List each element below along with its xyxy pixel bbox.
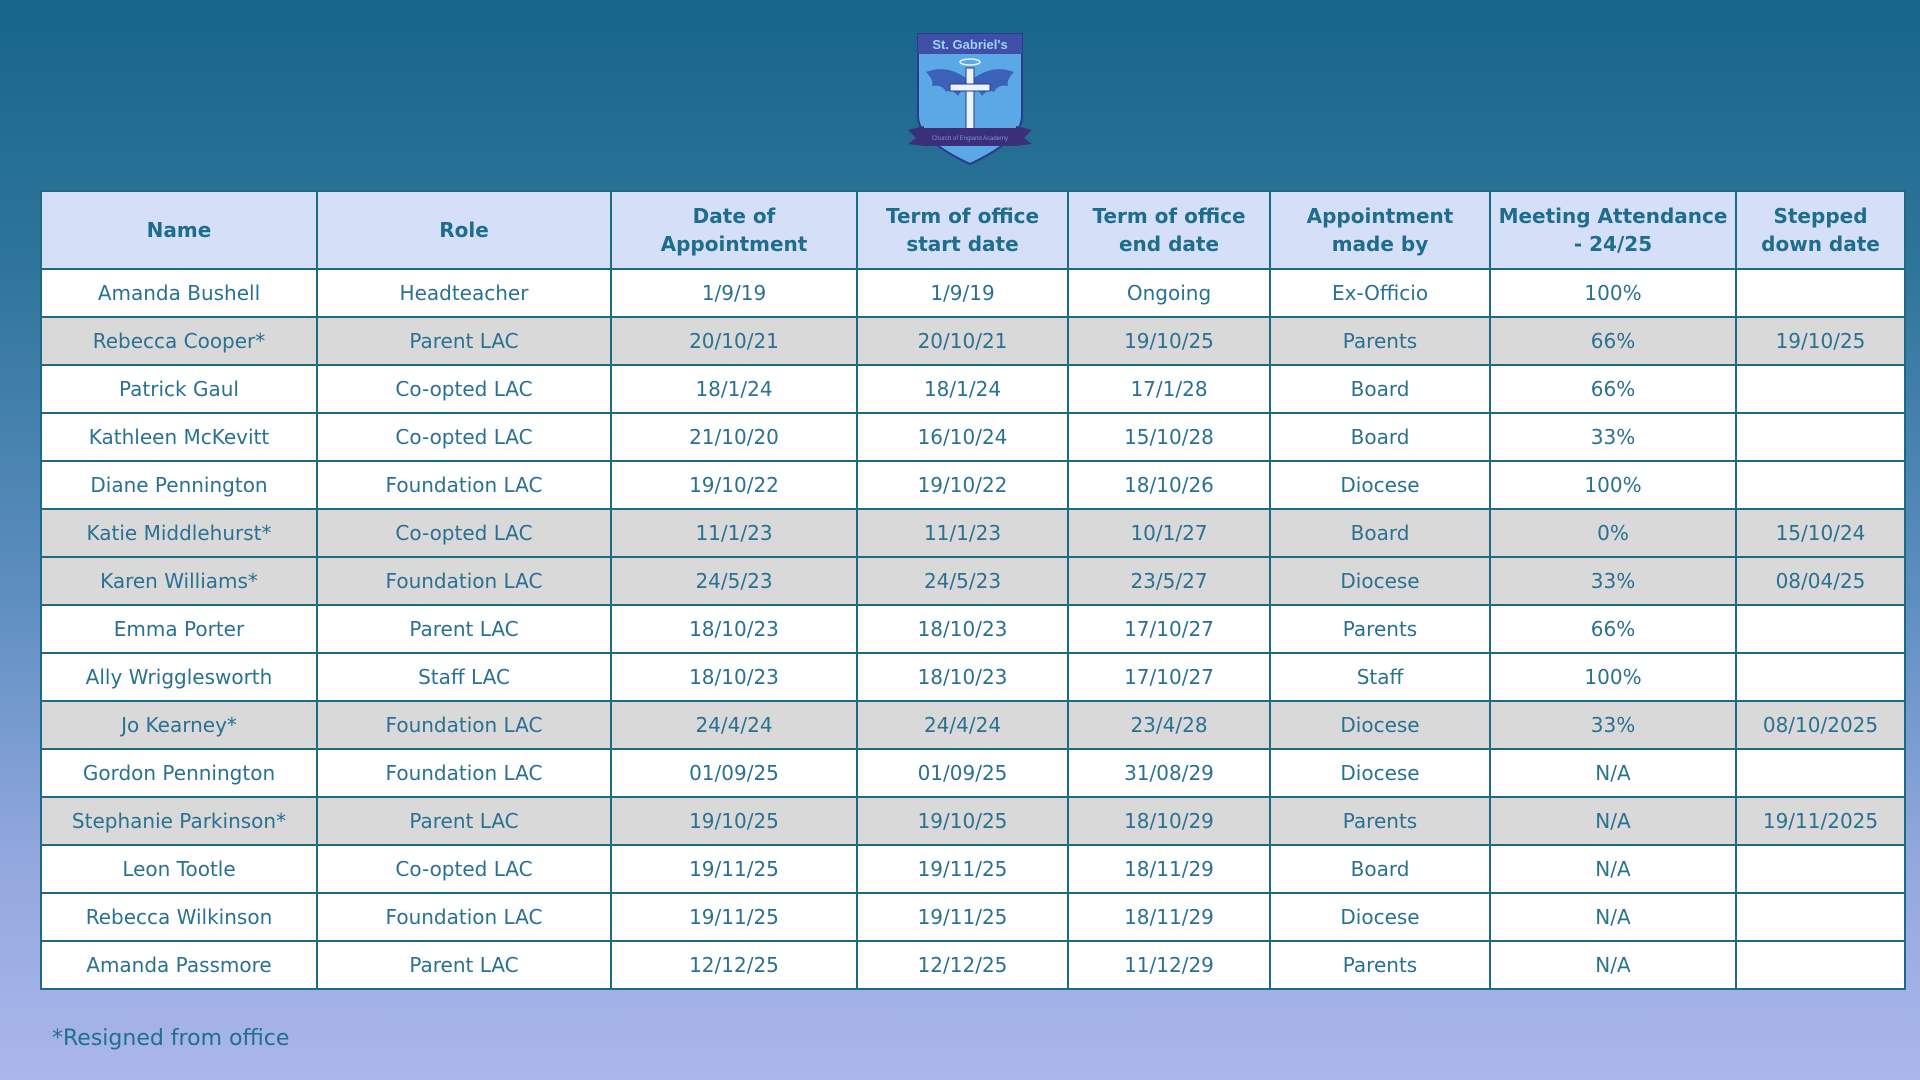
cell-name: Karen Williams* xyxy=(41,557,317,605)
table-row xyxy=(41,605,1905,653)
cell-date-of-appointment: 19/11/25 xyxy=(611,893,857,941)
cell-role: Foundation LAC xyxy=(317,893,611,941)
cell-term-end: 23/5/27 xyxy=(1068,557,1270,605)
cell-role: Parent LAC xyxy=(317,797,611,845)
cell-name: Jo Kearney* xyxy=(41,701,317,749)
table-row xyxy=(41,653,1905,701)
cell-date-of-appointment: 18/1/24 xyxy=(611,365,857,413)
cell-meeting-attendance: 66% xyxy=(1490,317,1736,365)
cross-horizontal xyxy=(950,84,990,91)
cell-role: Co-opted LAC xyxy=(317,509,611,557)
cross-vertical xyxy=(966,68,974,134)
cell-appointment-made-by: Ex-Officio xyxy=(1270,269,1490,317)
header-term-start: Term of office start date xyxy=(857,191,1068,269)
cell-role: Foundation LAC xyxy=(317,701,611,749)
cell-meeting-attendance: 66% xyxy=(1490,365,1736,413)
cell-stepped-down-date: 08/10/2025 xyxy=(1736,701,1905,749)
cell-appointment-made-by: Diocese xyxy=(1270,701,1490,749)
cell-term-start: 19/10/22 xyxy=(857,461,1068,509)
cell-role: Co-opted LAC xyxy=(317,365,611,413)
cell-meeting-attendance: 66% xyxy=(1490,605,1736,653)
table-row xyxy=(41,941,1905,989)
cell-name: Ally Wrigglesworth xyxy=(41,653,317,701)
cell-term-start: 1/9/19 xyxy=(857,269,1068,317)
cell-term-start: 19/11/25 xyxy=(857,893,1068,941)
cell-name: Diane Pennington xyxy=(41,461,317,509)
table-row xyxy=(41,893,1905,941)
cell-term-end: 10/1/27 xyxy=(1068,509,1270,557)
cell-term-start: 16/10/24 xyxy=(857,413,1068,461)
cell-term-end: 19/10/25 xyxy=(1068,317,1270,365)
cell-date-of-appointment: 21/10/20 xyxy=(611,413,857,461)
crest-banner xyxy=(908,126,924,146)
cell-date-of-appointment: 11/1/23 xyxy=(611,509,857,557)
cell-meeting-attendance: N/A xyxy=(1490,749,1736,797)
table-row xyxy=(41,749,1905,797)
table-row xyxy=(41,317,1905,365)
cell-name: Rebecca Cooper* xyxy=(41,317,317,365)
table-header-row xyxy=(41,191,1905,269)
cell-term-end: 18/11/29 xyxy=(1068,893,1270,941)
cell-stepped-down-date xyxy=(1736,461,1905,509)
cell-role: Co-opted LAC xyxy=(317,413,611,461)
cell-date-of-appointment: 18/10/23 xyxy=(611,653,857,701)
cell-term-start: 01/09/25 xyxy=(857,749,1068,797)
resigned-footnote: *Resigned from office xyxy=(52,1026,290,1051)
cell-meeting-attendance: 100% xyxy=(1490,653,1736,701)
cell-date-of-appointment: 19/10/25 xyxy=(611,797,857,845)
header-meeting-attendance: Meeting Attendance - 24/25 xyxy=(1490,191,1736,269)
cell-date-of-appointment: 24/4/24 xyxy=(611,701,857,749)
cell-appointment-made-by: Board xyxy=(1270,413,1490,461)
school-crest-logo xyxy=(906,28,1034,168)
governors-table xyxy=(40,190,1906,990)
cell-meeting-attendance: 100% xyxy=(1490,461,1736,509)
cell-stepped-down-date: 19/11/2025 xyxy=(1736,797,1905,845)
cell-stepped-down-date: 15/10/24 xyxy=(1736,509,1905,557)
cell-stepped-down-date xyxy=(1736,941,1905,989)
header-stepped-down-date: Stepped down date xyxy=(1736,191,1905,269)
cell-term-end: 17/10/27 xyxy=(1068,605,1270,653)
cell-name: Leon Tootle xyxy=(41,845,317,893)
table-row xyxy=(41,797,1905,845)
cell-meeting-attendance: 33% xyxy=(1490,701,1736,749)
cell-stepped-down-date xyxy=(1736,413,1905,461)
cell-name: Amanda Passmore xyxy=(41,941,317,989)
cell-stepped-down-date: 08/04/25 xyxy=(1736,557,1905,605)
cell-term-start: 24/5/23 xyxy=(857,557,1068,605)
header-term-end: Term of office end date xyxy=(1068,191,1270,269)
cell-role: Parent LAC xyxy=(317,605,611,653)
cell-term-end: 17/1/28 xyxy=(1068,365,1270,413)
cell-stepped-down-date xyxy=(1736,269,1905,317)
cell-stepped-down-date: 19/10/25 xyxy=(1736,317,1905,365)
cell-role: Parent LAC xyxy=(317,941,611,989)
cell-role: Parent LAC xyxy=(317,317,611,365)
cell-term-start: 19/11/25 xyxy=(857,845,1068,893)
cell-appointment-made-by: Diocese xyxy=(1270,749,1490,797)
cell-appointment-made-by: Diocese xyxy=(1270,893,1490,941)
governors-table-container xyxy=(40,190,1904,990)
cell-term-end: 23/4/28 xyxy=(1068,701,1270,749)
cell-meeting-attendance: N/A xyxy=(1490,797,1736,845)
cell-role: Headteacher xyxy=(317,269,611,317)
table-row xyxy=(41,413,1905,461)
cell-date-of-appointment: 18/10/23 xyxy=(611,605,857,653)
table-row xyxy=(41,461,1905,509)
table-row xyxy=(41,701,1905,749)
cell-meeting-attendance: N/A xyxy=(1490,893,1736,941)
cell-term-start: 18/10/23 xyxy=(857,653,1068,701)
cell-appointment-made-by: Parents xyxy=(1270,941,1490,989)
cell-role: Foundation LAC xyxy=(317,749,611,797)
header-role: Role xyxy=(317,191,611,269)
cell-term-start: 20/10/21 xyxy=(857,317,1068,365)
table-row xyxy=(41,509,1905,557)
table-row xyxy=(41,845,1905,893)
cell-term-start: 19/10/25 xyxy=(857,797,1068,845)
cell-term-end: 17/10/27 xyxy=(1068,653,1270,701)
cell-date-of-appointment: 19/10/22 xyxy=(611,461,857,509)
cell-date-of-appointment: 24/5/23 xyxy=(611,557,857,605)
cell-role: Co-opted LAC xyxy=(317,845,611,893)
cell-role: Foundation LAC xyxy=(317,461,611,509)
cell-name: Katie Middlehurst* xyxy=(41,509,317,557)
cell-appointment-made-by: Parents xyxy=(1270,797,1490,845)
cell-meeting-attendance: 33% xyxy=(1490,557,1736,605)
cell-appointment-made-by: Board xyxy=(1270,845,1490,893)
table-row xyxy=(41,557,1905,605)
cell-term-end: 31/08/29 xyxy=(1068,749,1270,797)
cell-meeting-attendance: 100% xyxy=(1490,269,1736,317)
header-appointment-made-by: Appointment made by xyxy=(1270,191,1490,269)
cell-appointment-made-by: Parents xyxy=(1270,317,1490,365)
cell-date-of-appointment: 1/9/19 xyxy=(611,269,857,317)
cell-stepped-down-date xyxy=(1736,653,1905,701)
cell-name: Kathleen McKevitt xyxy=(41,413,317,461)
cell-term-start: 18/10/23 xyxy=(857,605,1068,653)
table-row xyxy=(41,269,1905,317)
cell-appointment-made-by: Staff xyxy=(1270,653,1490,701)
cell-term-start: 18/1/24 xyxy=(857,365,1068,413)
cell-role: Foundation LAC xyxy=(317,557,611,605)
header-date-of-appointment: Date of Appointment xyxy=(611,191,857,269)
cell-name: Emma Porter xyxy=(41,605,317,653)
cell-meeting-attendance: 33% xyxy=(1490,413,1736,461)
cell-name: Stephanie Parkinson* xyxy=(41,797,317,845)
cell-stepped-down-date xyxy=(1736,893,1905,941)
cell-appointment-made-by: Board xyxy=(1270,509,1490,557)
cell-term-start: 11/1/23 xyxy=(857,509,1068,557)
cell-appointment-made-by: Diocese xyxy=(1270,461,1490,509)
cell-meeting-attendance: N/A xyxy=(1490,845,1736,893)
cell-date-of-appointment: 20/10/21 xyxy=(611,317,857,365)
cell-term-end: 18/10/26 xyxy=(1068,461,1270,509)
cell-stepped-down-date xyxy=(1736,365,1905,413)
crest-banner-text: Church of England Academy xyxy=(931,136,1009,142)
table-row xyxy=(41,365,1905,413)
header-name: Name xyxy=(41,191,317,269)
cell-appointment-made-by: Board xyxy=(1270,365,1490,413)
table-body xyxy=(41,269,1905,989)
cell-term-start: 12/12/25 xyxy=(857,941,1068,989)
cell-appointment-made-by: Diocese xyxy=(1270,557,1490,605)
cell-term-end: 18/10/29 xyxy=(1068,797,1270,845)
cell-stepped-down-date xyxy=(1736,845,1905,893)
cell-name: Rebecca Wilkinson xyxy=(41,893,317,941)
cell-name: Amanda Bushell xyxy=(41,269,317,317)
cell-term-end: 18/11/29 xyxy=(1068,845,1270,893)
cell-term-end: Ongoing xyxy=(1068,269,1270,317)
cell-meeting-attendance: 0% xyxy=(1490,509,1736,557)
crest-banner-right xyxy=(1016,126,1032,146)
cell-appointment-made-by: Parents xyxy=(1270,605,1490,653)
cell-role: Staff LAC xyxy=(317,653,611,701)
cell-date-of-appointment: 01/09/25 xyxy=(611,749,857,797)
cell-stepped-down-date xyxy=(1736,605,1905,653)
cell-name: Patrick Gaul xyxy=(41,365,317,413)
cell-stepped-down-date xyxy=(1736,749,1905,797)
crest-title: St. Gabriel's xyxy=(932,37,1008,52)
cell-term-end: 15/10/28 xyxy=(1068,413,1270,461)
cell-meeting-attendance: N/A xyxy=(1490,941,1736,989)
cell-date-of-appointment: 19/11/25 xyxy=(611,845,857,893)
cell-term-end: 11/12/29 xyxy=(1068,941,1270,989)
cell-term-start: 24/4/24 xyxy=(857,701,1068,749)
cell-date-of-appointment: 12/12/25 xyxy=(611,941,857,989)
cell-name: Gordon Pennington xyxy=(41,749,317,797)
